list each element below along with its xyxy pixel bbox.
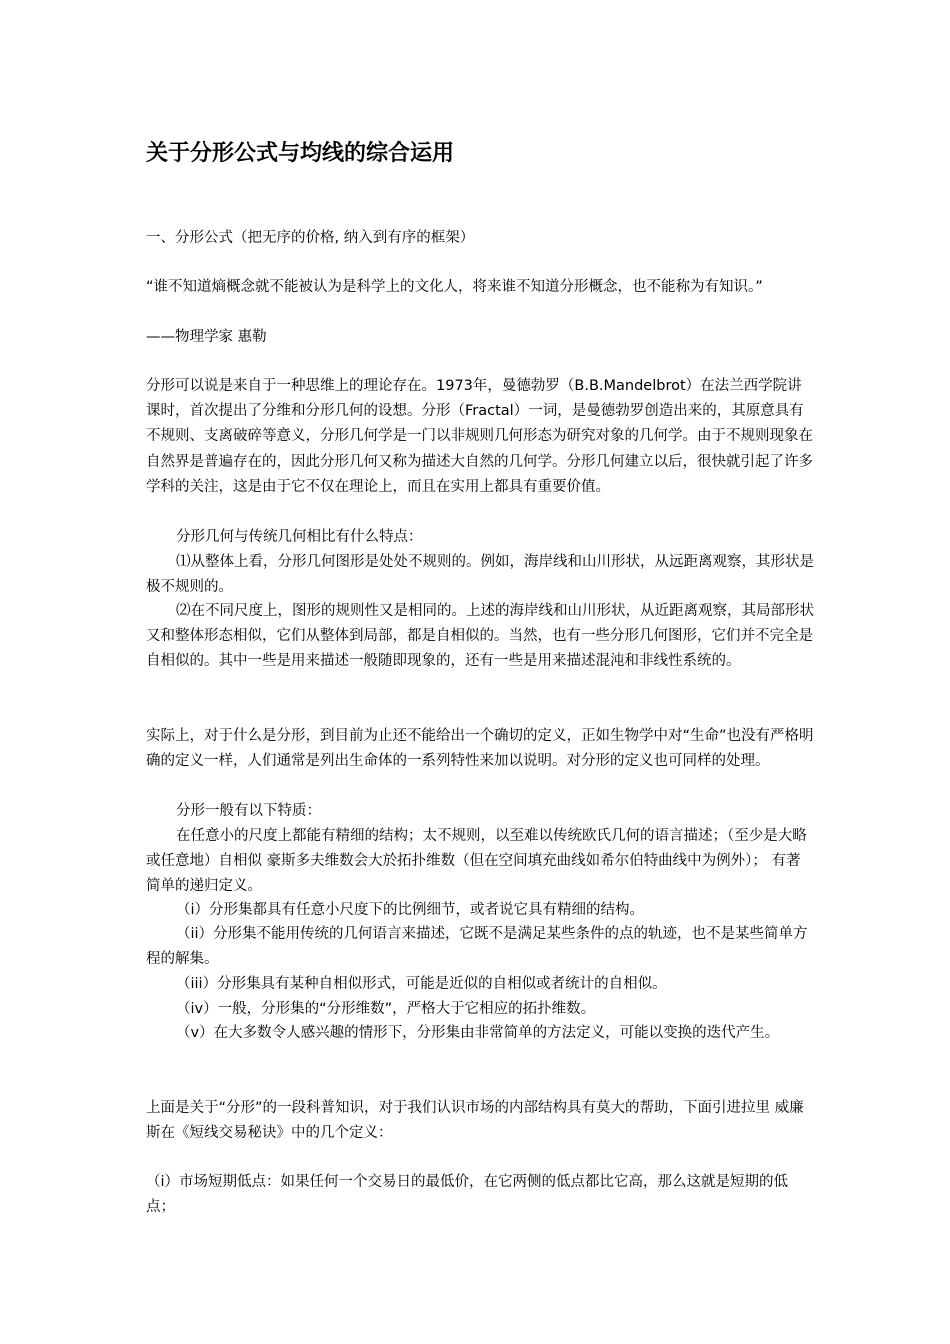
definition-paragraph: 实际上，对于什么是分形，到目前为止还不能给出一个确切的定义，正如生物学中对“生命”也没有严格明确的定义一样，人们通常是列出生命体的一系列特性来加以说明。对分形的定义也可同样的处理。 [146,728,814,770]
feature-1: ⑴从整体上看，分形几何图形是处处不规则的。例如，海岸线和山川形状，从远距离观察，其形状是极不规则的。 [146,554,814,596]
definition-i: （i）市场短期低点：如果任何一个交易日的最低价，在它两侧的低点都比它高，那么这就是短期的低点； [146,1174,789,1216]
list-item-v: （v）在大多数令人感兴趣的情形下，分形集由非常简单的方法定义，可能以变换的迭代产生。 [176,1025,780,1041]
intro-paragraph: 分形可以说是来自于一种思维上的理论存在。1973年，曼德勃罗（B.B.Mandelbrot）在法兰西学院讲课时，首次提出了分维和分形几何的设想。分形（Fractal）一词，是曼德勃罗创造出来的，其原意具有不规则、支离破碎等意义，分形几何学是一门以非规则几何形态为研究对象的几何学。由于不规则现象在自然界是普遍存在的，因此分形几何又称为描述大自然的几何学。分形几何建立以后，很快就引起了许多学科的关注，这是由于它不仅在理论上，而且在实用上都具有重要价值。 [146,378,813,495]
feature-2: ⑵在不同尺度上，图形的规则性又是相同的。上述的海岸线和山川形状，从近距离观察，其局部形状又和整体形态相似，它们从整体到局部，都是自相似的。当然，也有一些分形几何图形，它们并不完全是自相似的。其中一些是用来描述一般随即现象的，还有一些是用来描述混沌和非线性系统的。 [146,603,814,670]
transition-paragraph: 上面是关于“分形”的一段科普知识，对于我们认识市场的内部结构具有莫大的帮助，下面引进拉里 威廉斯在《短线交易秘诀》中的几个定义： [146,1100,804,1142]
quote-author: ——物理学家 惠勒 [146,329,267,345]
document-title: 关于分形公式与均线的综合运用 [146,141,455,166]
list-item-i: （i）分形集都具有任意小尺度下的比例细节，或者说它具有精细的结构。 [176,902,645,918]
properties-paragraph: 在任意小的尺度上都能有精细的结构；太不规则，以至难以传统欧氏几何的语言描述；（至少是大略或任意地）自相似 豪斯多夫维数会大於拓扑维数（但在空间填充曲线如希尔伯特曲线中为例外）； 有著简单的递归定义。 [146,828,807,895]
list-item-ii: （ii）分形集不能用传统的几何语言来描述，它既不是满足某些条件的点的轨迹，也不是某些简单方程的解集。 [146,926,808,968]
quote-text: “谁不知道熵概念就不能被认为是科学上的文化人，将来谁不知道分形概念，也不能称为有知识。” [146,279,763,295]
properties-lead: 分形一般有以下特质： [176,803,321,819]
list-item-iii: （iii）分形集具有某种自相似形式，可能是近似的自相似或者统计的自相似。 [176,976,667,992]
section-heading: 一、分形公式（把无序的价格, 纳入到有序的框架） [146,230,475,246]
features-lead: 分形几何与传统几何相比有什么特点： [176,529,423,545]
list-item-iv: （iv）一般，分形集的“分形维数”，严格大于它相应的拓扑维数。 [176,1001,596,1017]
